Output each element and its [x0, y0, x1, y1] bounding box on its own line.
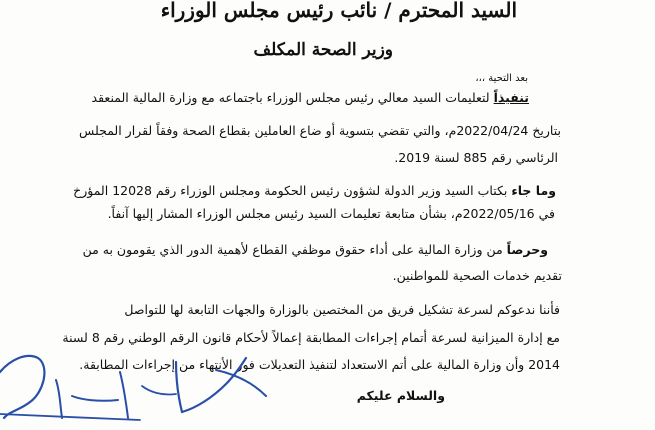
paragraph-2-lead: وما جاء: [511, 183, 556, 198]
paragraph-3-line-2: تقديم خدمات الصحية للمواطنين.: [392, 268, 562, 283]
signature-stroke-tail: [142, 386, 176, 395]
paragraph-4-line-2: مع إدارة الميزانية لسرعة أتمام إجراءات المطابقة إعمالاً لأحكام قانون الرقم الوطني رقم 8 لسنة: [62, 330, 560, 345]
greeting: بعد التحية ،،،: [475, 73, 528, 84]
signature-stroke-underline: [0, 414, 140, 420]
paragraph-1-line-3: الرئاسي رقم 885 لسنة 2019.: [394, 150, 558, 165]
signature-stroke-bar: [72, 396, 118, 401]
paragraph-4-line-3: 2014 وأن وزارة المالية على أتم الاستعداد لتنفيذ التعديلات فور الأنتهاء من إجراءات المطابقة.: [79, 357, 560, 372]
paragraph-2-line-2: في 2022/05/16م، بشأن متابعة تعليمات السيد رئيس مجلس الوزراء المشار إليها آنفاً.: [107, 206, 555, 221]
paragraph-3-lead: وحرصاً: [506, 242, 548, 257]
paragraph-1-line-2: بتاريخ 2022/04/24م، والتي تقضي بتسوية أو ضاع العاملين بقطاع الصحة وفقاً لقرار المجلس: [79, 123, 561, 138]
signature-stroke-sweep: [216, 370, 266, 396]
paragraph-1-line-1: [92, 90, 529, 106]
signature-stroke-stem-2: [120, 372, 128, 418]
paragraph-4-line-1: فأننا ندعوكم لسرعة تشكيل فريق من المختصين بالوزارة والجهات التابعة لها للتواصل: [124, 302, 560, 317]
addressee-line: السيد المحترم / نائب رئيس مجلس الوزراء: [160, 0, 517, 22]
signature-stroke-stem-1: [56, 380, 62, 418]
paragraph-1-text: لتعليمات السيد معالي رئيس مجلس الوزراء باجتماعه مع وزارة المالية المنعقد: [91, 90, 490, 105]
signature-stroke-left-loop: [0, 356, 44, 418]
paragraph-2-line-1: [73, 183, 556, 199]
addressee-title: وزير الصحة المكلف: [253, 40, 393, 60]
paragraph-2-text: بكتاب السيد وزير الدولة لشؤون رئيس الحكومة ومجلس الوزراء رقم 12028 المؤرخ: [73, 183, 508, 198]
closing-salutation: والسلام عليكم: [356, 388, 445, 403]
paragraph-3-line-1: [83, 242, 548, 258]
paragraph-3-text: من وزارة المالية على أداء حقوق موظفي القطاع لأهمية الدور الذي يقومون به من: [82, 242, 503, 257]
paragraph-1-lead: تنفيذاً: [493, 90, 529, 105]
